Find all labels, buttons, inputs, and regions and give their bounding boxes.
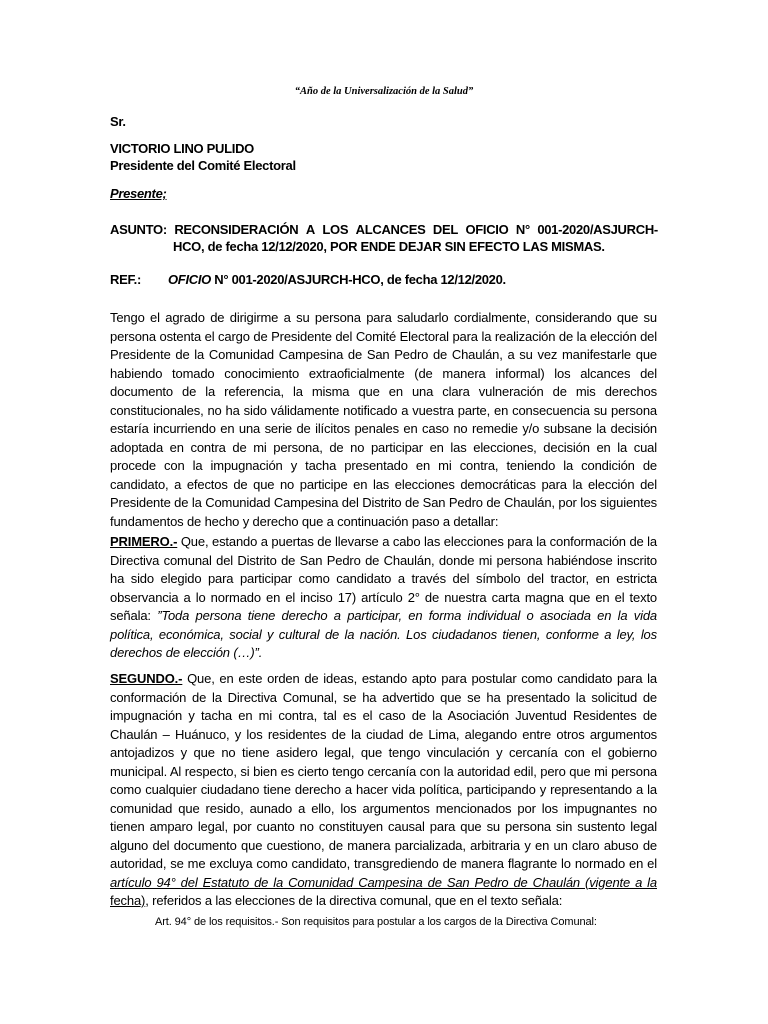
article-94-heading: Art. 94° de los requisitos.- Son requisitos para postular a los cargos de la Directiva Comunal: <box>155 916 597 928</box>
asunto-word: ALCANCES <box>355 222 426 237</box>
recipient-position: Presidente del Comité Electoral <box>110 158 296 173</box>
statute-reference-end: fecha) <box>110 893 146 908</box>
asunto-word: DEL <box>432 222 459 237</box>
asunto-word: 001-2020/ASJURCH- <box>537 222 658 237</box>
asunto-word: OFICIO <box>465 222 509 237</box>
asunto-label: ASUNTO: <box>110 222 167 237</box>
asunto-block <box>110 221 658 255</box>
intro-paragraph: Tengo el agrado de dirigirme a su persona para saludarlo cordialmente, considerando que su persona ostenta el cargo de Presidente del Comité Electoral para la realización de la elección del Presidente de la Comunidad Campesina de San Pedro de Chaulán, a su vez manifestarle que habiendo tomado conocimiento extraoficialmente (de manera informal) los alcances del documento de la referencia, la misma que en una clara vulneración de mis derechos constitucionales, no ha sido válidamente notificado a vuestra parte, en consecuencia su persona estaría incurriendo en una serie de ilícitos penales en caso no remedie y/o subsane la decisión adoptada en contra de mi persona, de no participar en las elecciones, decisión en la cual procede con la impugnación y tacha presentado en mi contra, teniendo la condición de candidato, a efectos de que no participe en las elecciones democráticas para la elección del Presidente de la Comunidad Campesina del Distrito de San Pedro de Chaulán, por los siguientes fundamentos de hecho y derecho que a continuación paso a detallar: <box>110 310 657 529</box>
primero-text: Que, estando a puertas de llevarse a cabo las elecciones para la conformación de la Directiva comunal del Distrito de San Pedro de Chaulán, donde mi persona habiéndose inscrito ha sido elegido para participar como candidato a través del símbolo del tractor, en estricta observancia a lo normado en el inciso 17) artículo 2° de nuestra carta magna que en el texto señala: <box>110 534 657 623</box>
asunto-word: LOS <box>322 222 349 237</box>
ref-text: N° 001-2020/ASJURCH-HCO, de fecha 12/12/2020. <box>210 272 506 287</box>
asunto-word: RECONSIDERACIÓN <box>174 222 299 237</box>
reference-line <box>110 272 506 287</box>
segundo-text: Que, en este orden de ideas, estando apto para postular como candidato para la conformación de la Directiva Comunal, se ha advertido que se ha presentado la solicitud de impugnación y tacha en mi contra, tal es el caso de la Asociación Juventud Residentes de Chaulán – Huánuco, y los residentes de la ciudad de Lima, alegando entre otros argumentos antojadizos y que no tiene asidero legal, que tengo vinculación y cercanía con el gobierno municipal. Al respecto, si bien es cierto tengo cercanía con la autoridad edil, pero que mi persona como cualquier ciudadano tiene derecho a hacer vida política, participando y representando a la comunidad que resido, aunado a ello, los argumentos mencionados por los impugnantes no tienen amparo legal, por cuanto no constituyen causal para que su persona sin sustento legal alguno del documento que cuestiono, de manera parcializada, arbitraria y en un claro abuso de autoridad, se me excluya como candidato, transgrediendo de manera flagrante lo normado en el <box>110 671 657 871</box>
presente-label: Presente; <box>110 186 167 201</box>
statute-reference: artículo 94° del Estatuto de la Comunidad Campesina de San Pedro de Chaulán (vigente a la <box>110 874 657 890</box>
ref-oficio: OFICIO <box>168 272 211 287</box>
asunto-line-2: HCO, de fecha 12/12/2020, POR ENDE DEJAR SIN EFECTO LAS MISMAS. <box>173 239 605 254</box>
primero-quote: ”Toda persona tiene derecho a participar, en forma individual o asociada en la vida política, económica, social y cultural de la nación. Los ciudadanos tienen, conforme a ley, los derechos de elección (…)”. <box>110 608 657 660</box>
primero-label: PRIMERO.- <box>110 534 178 549</box>
asunto-word: N° <box>515 222 530 237</box>
primero-paragraph <box>110 533 657 663</box>
ref-label: REF.: <box>110 272 142 287</box>
asunto-line-1 <box>110 221 658 238</box>
recipient-name: VICTORIO LINO PULIDO <box>110 141 254 156</box>
segundo-label: SEGUNDO.- <box>110 671 183 686</box>
year-motto: “Año de la Universalización de la Salud” <box>294 86 474 97</box>
segundo-paragraph <box>110 670 657 911</box>
asunto-word: A <box>305 222 315 237</box>
segundo-tail: , referidos a las elecciones de la directiva comunal, que en el texto señala: <box>145 893 563 908</box>
salutation: Sr. <box>110 114 126 129</box>
